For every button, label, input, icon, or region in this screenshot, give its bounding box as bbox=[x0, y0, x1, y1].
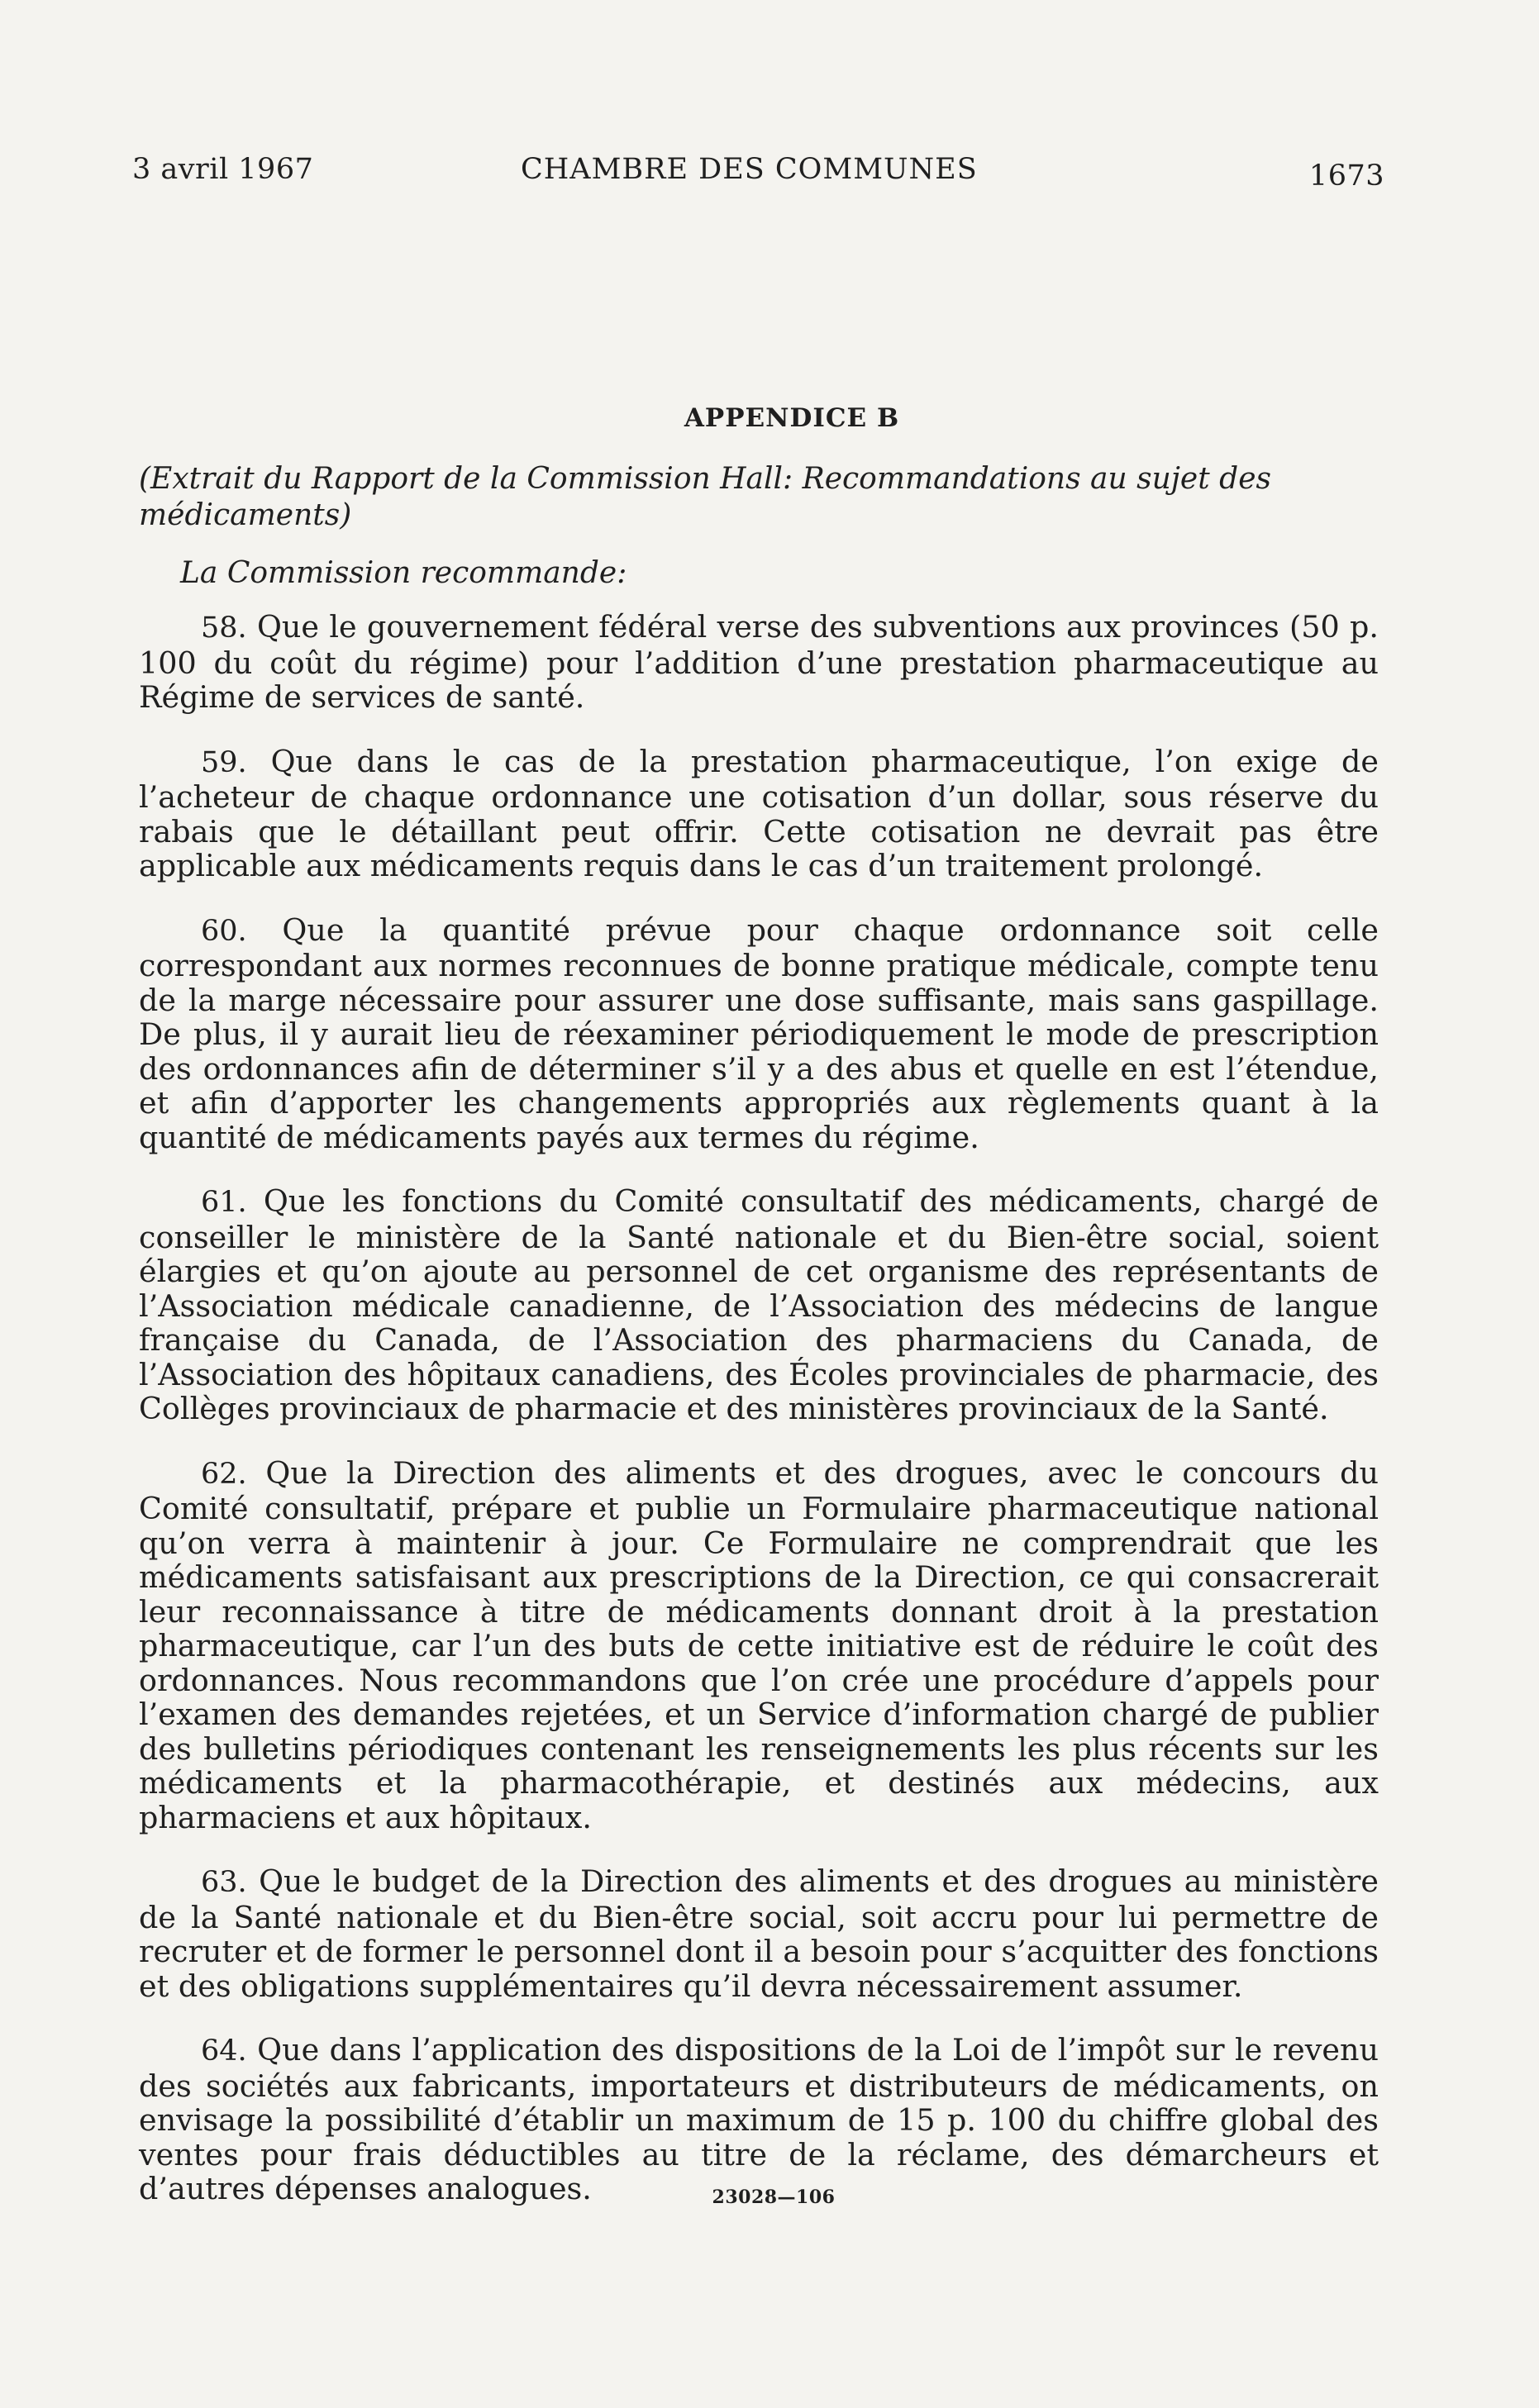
page-number: 1673 bbox=[1308, 159, 1384, 193]
printer-code: 23028—106 bbox=[712, 2187, 836, 2208]
recommendation-text: Que la Direction des aliments et des drogues, avec le concours du Comité consultatif, prépare et publie un Formulaire pharmaceutique national qu’on verra à maintenir à jour. Ce Formulaire ne comprendrait que les médicaments satisfaisant aux prescriptions de la Direction, ce qui consacrerait leur reconnaissance à titre de médicaments donnant droit à la prestation pharmaceutique, car l’un des buts de cette initiative est de réduire le coût des ordonnances. Nous recommandons que l’on crée une procédure d’appels pour l’examen des demandes rejetées, et un Service d’information chargé de publier des bulletins périodiques contenant les renseignements les plus récents sur les médicaments et la pharmacothérapie, et destinés aux médecins, aux pharmaciens et aux hôpitaux. bbox=[139, 1454, 1379, 1835]
recommendation-text: Que dans le cas de la prestation pharmaceutique, l’on exige de l’acheteur de chaque ordonnance une cotisation d’un dollar, sous réserve du rabais que le détaillant peut offrir. Cette cotisation ne devrait pas être applicable aux médicaments requis dans le cas d’un traitement prolongé. bbox=[139, 743, 1379, 883]
header-title: CHAMBRE DES COMMUNES bbox=[521, 153, 978, 186]
appendix-caption: (Extrait du Rapport de la Commission Hall: Recommandations au sujet des médicaments) bbox=[139, 462, 1271, 532]
recommendation-number: 60. bbox=[201, 914, 247, 948]
recommendation-number: 58. bbox=[201, 612, 247, 645]
recommendation-number: 59. bbox=[201, 745, 247, 779]
recommendation-59 bbox=[139, 745, 1379, 883]
recommendation-number: 64. bbox=[201, 2034, 247, 2068]
recommendation-text: Que la quantité prévue pour chaque ordonnance soit celle correspondant aux normes reconnues de bonne pratique médicale, compte tenu de la marge nécessaire pour assurer une dose suffisante, mais sans gaspillage. De plus, il y aurait lieu de réexaminer périodiquement le mode de prescription des ordonnances afin de déterminer s’il y a des abus et quelle en est l’étendue, et afin d’apporter les changements appropriés aux règlements quant à la quantité de médicaments payés aux termes du régime. bbox=[139, 911, 1379, 1155]
recommendation-number: 61. bbox=[201, 1186, 247, 1219]
recommendation-61 bbox=[139, 1184, 1379, 1426]
recommendation-number: 63. bbox=[201, 1866, 247, 1899]
recommendation-text: Que le gouvernement fédéral verse des subventions aux provinces (50 p. 100 du coût du régime) pour l’addition d’une prestation pharmaceutique au Régime de services de santé. bbox=[139, 609, 1379, 715]
lead-in: La Commission recommande: bbox=[180, 556, 627, 590]
recommendation-text: Que dans l’application des dispositions de la Loi de l’impôt sur le revenu des sociétés aux fabricants, importateurs et distributeurs de médicaments, on envisage la possibilité d’établir un maximum de 15 p. 100 du chiffre global des ventes pour frais déductibles au titre de la réclame, des démarcheurs et d’autres dépenses analogues. bbox=[139, 2032, 1379, 2206]
recommendation-64 bbox=[139, 2033, 1379, 2206]
running-header bbox=[132, 153, 1384, 194]
header-date: 3 avril 1967 bbox=[132, 153, 314, 186]
recommendation-number: 62. bbox=[201, 1457, 247, 1491]
recommendation-62 bbox=[139, 1456, 1379, 1835]
recommendation-text: Que les fonctions du Comité consultatif des médicaments, chargé de conseiller le ministère de la Santé nationale et du Bien-être social, soient élargies et qu’on ajoute au personnel de cet organisme des représentants de l’Association médicale canadienne, de l’Association des médecins de langue française du Canada, de l’Association des pharmaciens du Canada, de l’Association des hôpitaux canadiens, des Écoles provinciales de pharmacie, des Collèges provinciaux de pharmacie et des ministères provinciaux de la Santé. bbox=[139, 1183, 1379, 1426]
main-content bbox=[139, 403, 1379, 2236]
recommendation-58 bbox=[139, 610, 1379, 715]
recommendation-text: Que le budget de la Direction des aliments et des drogues au ministère de la Santé nationale et du Bien-être social, soit accru pour lui permettre de recruter et de former le personnel dont il a besoin pour s’acquitter des fonctions et des obligations supplémentaires qu’il devra nécessairement assumer. bbox=[139, 1863, 1379, 2004]
recommendation-60 bbox=[139, 913, 1379, 1155]
appendix-title: APPENDICE B bbox=[684, 403, 900, 433]
recommendation-63 bbox=[139, 1864, 1379, 2003]
